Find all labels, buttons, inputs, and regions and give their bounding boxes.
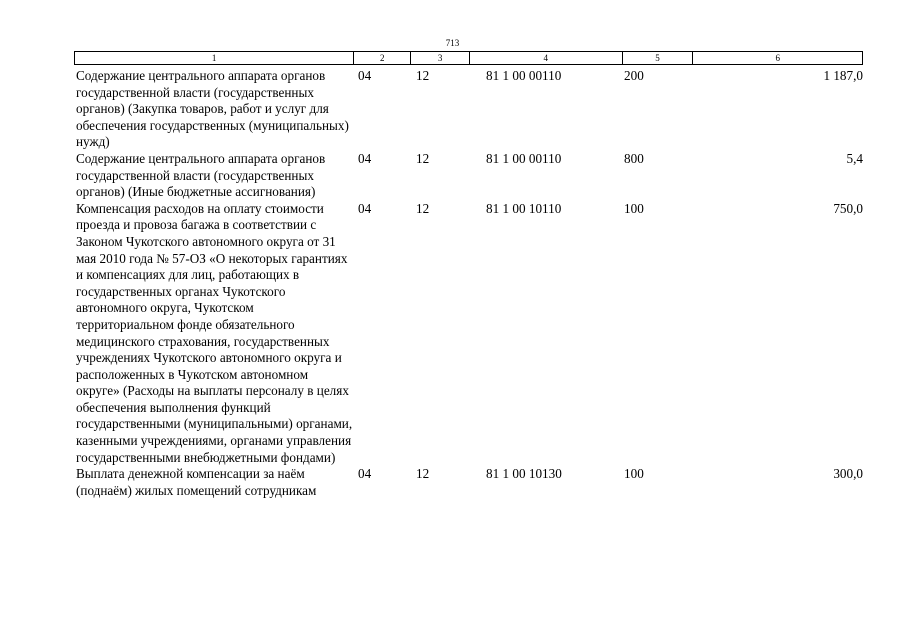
table-body — [74, 68, 863, 499]
table-row — [74, 466, 863, 499]
row-subsection: 12 — [416, 68, 430, 83]
row-target-article: 81 1 00 10130 — [486, 466, 562, 482]
row-section: 04 — [358, 150, 372, 166]
row-amount: 750,0 — [833, 200, 863, 216]
row-section: 04 — [358, 200, 372, 216]
row-subsection: 12 — [416, 200, 430, 216]
row-expense-type: 100 — [624, 466, 644, 482]
header-col-4: 4 — [470, 52, 623, 64]
header-col-1: 1 — [75, 52, 354, 64]
header-col-2: 2 — [354, 52, 411, 64]
row-subsection: 12 — [416, 150, 430, 166]
table-row — [74, 68, 863, 151]
table-row — [74, 151, 863, 201]
row-target-article: 81 1 00 00110 — [486, 150, 562, 166]
row-subsection: 12 — [416, 466, 430, 482]
row-target-article: 81 1 00 10110 — [486, 200, 562, 216]
page-number: 713 — [445, 38, 460, 48]
row-section: 04 — [358, 68, 372, 83]
row-expense-type: 200 — [624, 68, 644, 83]
header-col-5: 5 — [623, 52, 694, 64]
row-name: Содержание центрального аппарата органов государственной власти (государственных органов) (Иные бюджетные ассигнования) — [76, 150, 326, 200]
row-name: Компенсация расходов на оплату стоимости проезда и провоза багажа в соответствии с Законом Чукотского автономного округа от 31 мая 2010 года № 57-ОЗ «О некоторых гарантиях и компенсациях для лиц, работающих в государственных органах Чукотского автономного округа, Чукотском территориальном фонде обязательного медицинского страхования, государственных учреждениях Чукотского автономного округа и расположенных в Чукотском автономном округе» (Расходы на выплаты персоналу в целях обеспечения выполнения функций государственными (муниципальными) органами, казенными учреждениями, органами управления государственными внебюджетными фондами) — [76, 200, 353, 465]
header-col-6: 6 — [775, 53, 780, 63]
row-amount: 1 187,0 — [823, 68, 863, 83]
row-expense-type: 800 — [624, 150, 644, 166]
row-amount: 5,4 — [846, 150, 863, 166]
row-target-article: 81 1 00 00110 — [486, 68, 562, 83]
row-name: Выплата денежной компенсации за наём (поднаём) жилых помещений сотрудникам — [76, 466, 317, 498]
row-section: 04 — [358, 466, 372, 482]
row-expense-type: 100 — [624, 200, 644, 216]
table-header — [74, 51, 863, 65]
table-row — [74, 201, 863, 467]
row-name: Содержание центрального аппарата органов государственной власти (государственных органов) (Закупка товаров, работ и услуг для обеспечения государственных (муниципальных) нужд) — [76, 68, 349, 150]
row-amount: 300,0 — [833, 466, 863, 482]
header-col-3: 3 — [411, 52, 470, 64]
